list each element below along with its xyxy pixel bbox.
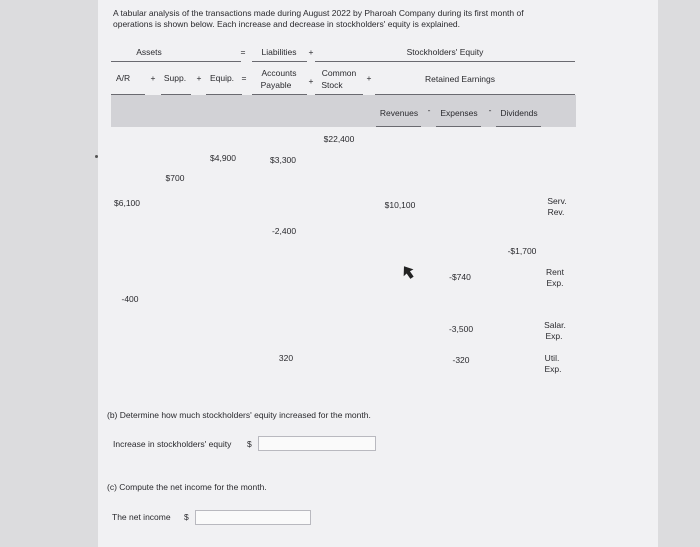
expenses-value-2: -3,500 (448, 324, 474, 334)
stockholders-equity-increase-input[interactable] (258, 436, 376, 451)
header-expenses: Expenses (440, 108, 478, 118)
dividends-value-1: -$1,700 (507, 246, 537, 256)
ap-value-3: 320 (278, 353, 294, 363)
revenues-underline (376, 126, 421, 127)
header-supp: Supp. (163, 73, 187, 83)
header-equals-2: = (241, 73, 247, 83)
dividends-underline (496, 126, 541, 127)
ar-underline (111, 94, 145, 95)
liabilities-underline (252, 61, 307, 62)
ap-underline (252, 94, 307, 95)
header-cs-1: Common (321, 68, 357, 78)
explanation-rent-2: Exp. (546, 278, 564, 288)
header-plus-3: + (308, 76, 314, 86)
part-c-currency: $ (184, 512, 189, 522)
explanation-rent-1: Rent (546, 267, 564, 277)
header-liabilities: Liabilities (261, 47, 297, 57)
supp-value-1: $700 (165, 173, 185, 183)
part-b-label: Increase in stockholders' equity (113, 439, 232, 449)
header-revenues: Revenues (379, 108, 419, 118)
header-assets: Assets (136, 47, 162, 57)
cs-value-1: $22,400 (323, 134, 355, 144)
ap-value-1: $3,300 (270, 155, 296, 165)
header-retained-earnings: Retained Earnings (425, 74, 495, 84)
explanation-serv-1: Serv. (547, 196, 567, 206)
header-plus-2: + (196, 73, 202, 83)
explanation-salar-2: Exp. (545, 331, 563, 341)
expenses-underline (436, 126, 481, 127)
explanation-util-1: Util. (544, 353, 560, 363)
header-ap-1: Accounts (261, 68, 297, 78)
assets-underline (111, 61, 241, 62)
part-c-label: The net income (112, 512, 171, 522)
explanation-salar-1: Salar. (544, 320, 566, 330)
cursor-arrow-icon (402, 265, 414, 279)
header-equip: Equip. (209, 73, 235, 83)
header-plus-4: + (366, 73, 372, 83)
cs-underline (315, 94, 363, 95)
header-dividends: Dividends (500, 108, 538, 118)
supp-underline (161, 94, 191, 95)
part-c-question: (c) Compute the net income for the month. (107, 482, 267, 492)
expenses-value-3: -320 (452, 355, 470, 365)
ap-value-2: -2,400 (271, 226, 297, 236)
header-plus: + (308, 47, 314, 57)
header-equals: = (240, 47, 246, 57)
intro-text: A tabular analysis of the transactions made during August 2022 by Pharoah Company during its first month of operations is shown below. Each increase and decrease in stockholders' equity is explained. (113, 8, 524, 29)
header-ap-2: Payable (260, 80, 292, 90)
ar-value-2: -400 (121, 294, 139, 304)
re-underline (375, 94, 575, 95)
header-plus-1: + (150, 73, 156, 83)
part-b-currency: $ (247, 439, 252, 449)
equip-underline (206, 94, 242, 95)
explanation-util-2: Exp. (544, 364, 562, 374)
equip-value-1: $4,900 (210, 153, 236, 163)
header-minus-2: - (488, 105, 492, 115)
margin-dot (95, 155, 98, 158)
ar-value-1: $6,100 (114, 198, 140, 208)
expenses-value-1: -$740 (449, 272, 471, 282)
explanation-serv-2: Rev. (547, 207, 565, 217)
equity-underline (315, 61, 575, 62)
header-minus-1: - (427, 105, 431, 115)
net-income-input[interactable] (195, 510, 311, 525)
header-cs-2: Stock (321, 80, 343, 90)
revenues-value-1: $10,100 (384, 200, 416, 210)
header-stockholders-equity: Stockholders' Equity (406, 47, 484, 57)
header-ar: A/R (116, 73, 131, 83)
part-b-question: (b) Determine how much stockholders' equity increased for the month. (107, 410, 371, 420)
